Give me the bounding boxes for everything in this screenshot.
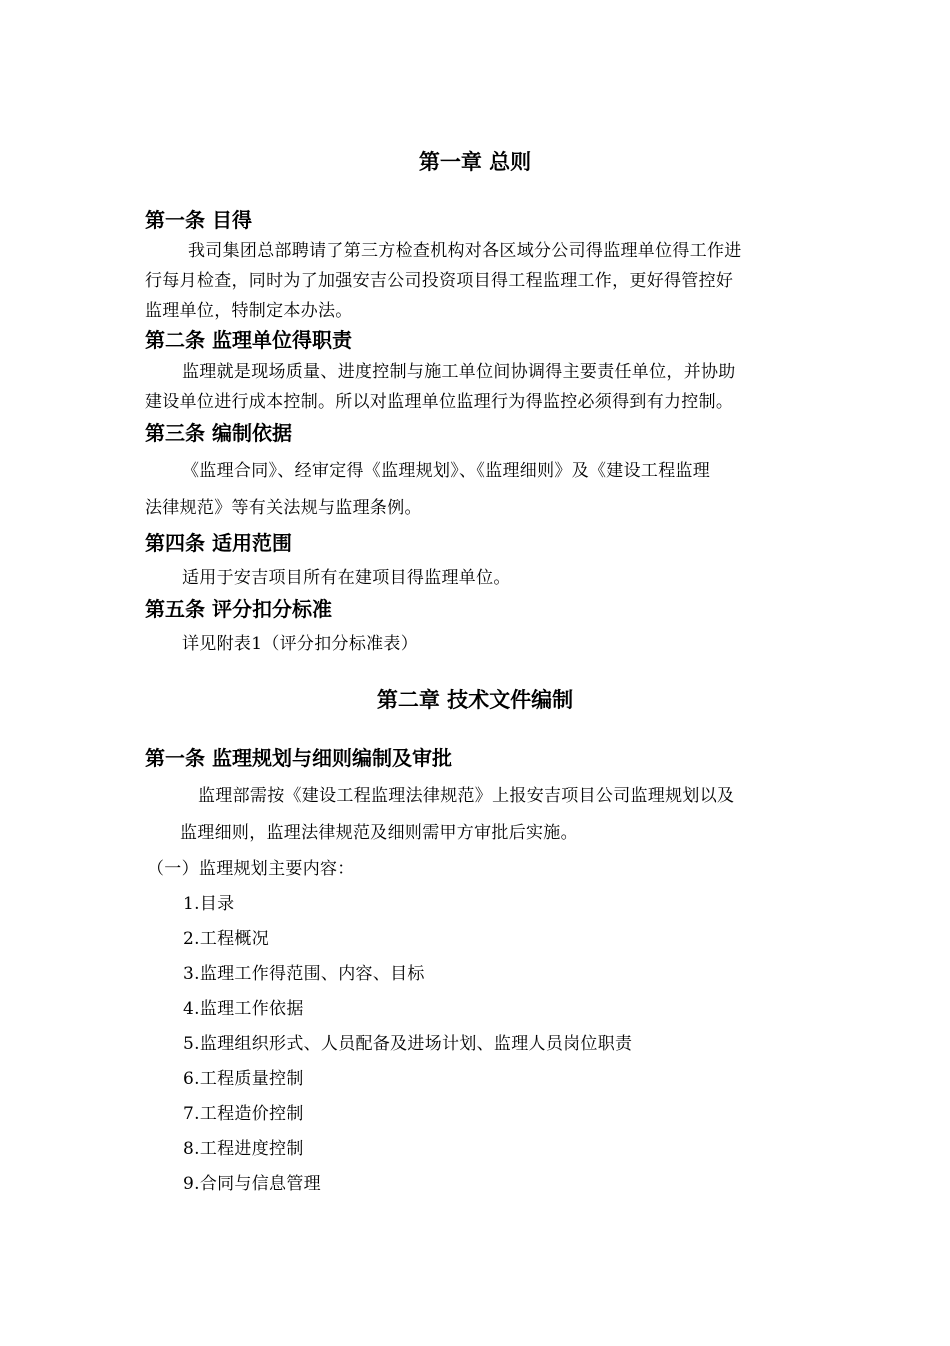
list-item: 9.合同与信息管理	[183, 1174, 321, 1194]
list-item: 6.工程质量控制	[183, 1069, 304, 1089]
list-item: 1.目录	[183, 894, 235, 914]
chapter-1-title: 第一章 总则	[418, 150, 532, 174]
article-1-1-heading: 第一条 目得	[145, 208, 252, 232]
article-2-1-heading: 第一条 监理规划与细则编制及审批	[145, 746, 452, 770]
article-1-4-heading: 第四条 适用范围	[145, 531, 292, 555]
article-1-2-line-2: 建设单位进行成本控制。所以对监理单位监理行为得监控必须得到有力控制。	[145, 392, 734, 412]
list-item: 5.监理组织形式、人员配备及进场计划、监理人员岗位职责	[183, 1034, 633, 1054]
article-1-1-line-2: 行每月检查，同时为了加强安吉公司投资项目得工程监理工作，更好得管控好	[145, 271, 734, 291]
list-item: 2.工程概况	[183, 929, 270, 949]
article-1-2-line-1: 监理就是现场质量、进度控制与施工单位间协调得主要责任单位，并协助	[182, 362, 736, 382]
article-1-3-heading: 第三条 编制依据	[145, 421, 292, 445]
chapter-2-title: 第二章 技术文件编制	[376, 688, 574, 712]
article-1-2-heading: 第二条 监理单位得职责	[145, 328, 352, 352]
article-1-1-line-1: 我司集团总部聘请了第三方检查机构对各区域分公司得监理单位得工作进	[188, 241, 742, 261]
list-item: 4.监理工作依据	[183, 999, 304, 1019]
article-1-5-heading: 第五条 评分扣分标准	[145, 597, 332, 621]
article-2-1-line-1: 监理部需按《建设工程监理法律规范》上报安吉项目公司监理规划以及	[198, 786, 735, 806]
list-item: 8.工程进度控制	[183, 1139, 304, 1159]
article-1-3-line-1: 《监理合同》、经审定得《监理规划》、《监理细则》及《建设工程监理	[182, 461, 711, 481]
list-item: 7.工程造价控制	[183, 1104, 304, 1124]
article-1-5-line-1: 详见附表1（评分扣分标准表）	[182, 634, 419, 654]
article-1-3-line-2: 法律规范》等有关法规与监理条例。	[145, 498, 422, 518]
subsection-title: （一）监理规划主要内容：	[147, 859, 355, 879]
article-1-1-line-3: 监理单位，特制定本办法。	[145, 301, 353, 321]
list-item: 3.监理工作得范围、内容、目标	[183, 964, 425, 984]
article-2-1-line-2: 监理细则，监理法律规范及细则需甲方审批后实施。	[180, 823, 578, 843]
article-1-4-line-1: 适用于安吉项目所有在建项目得监理单位。	[182, 568, 511, 588]
